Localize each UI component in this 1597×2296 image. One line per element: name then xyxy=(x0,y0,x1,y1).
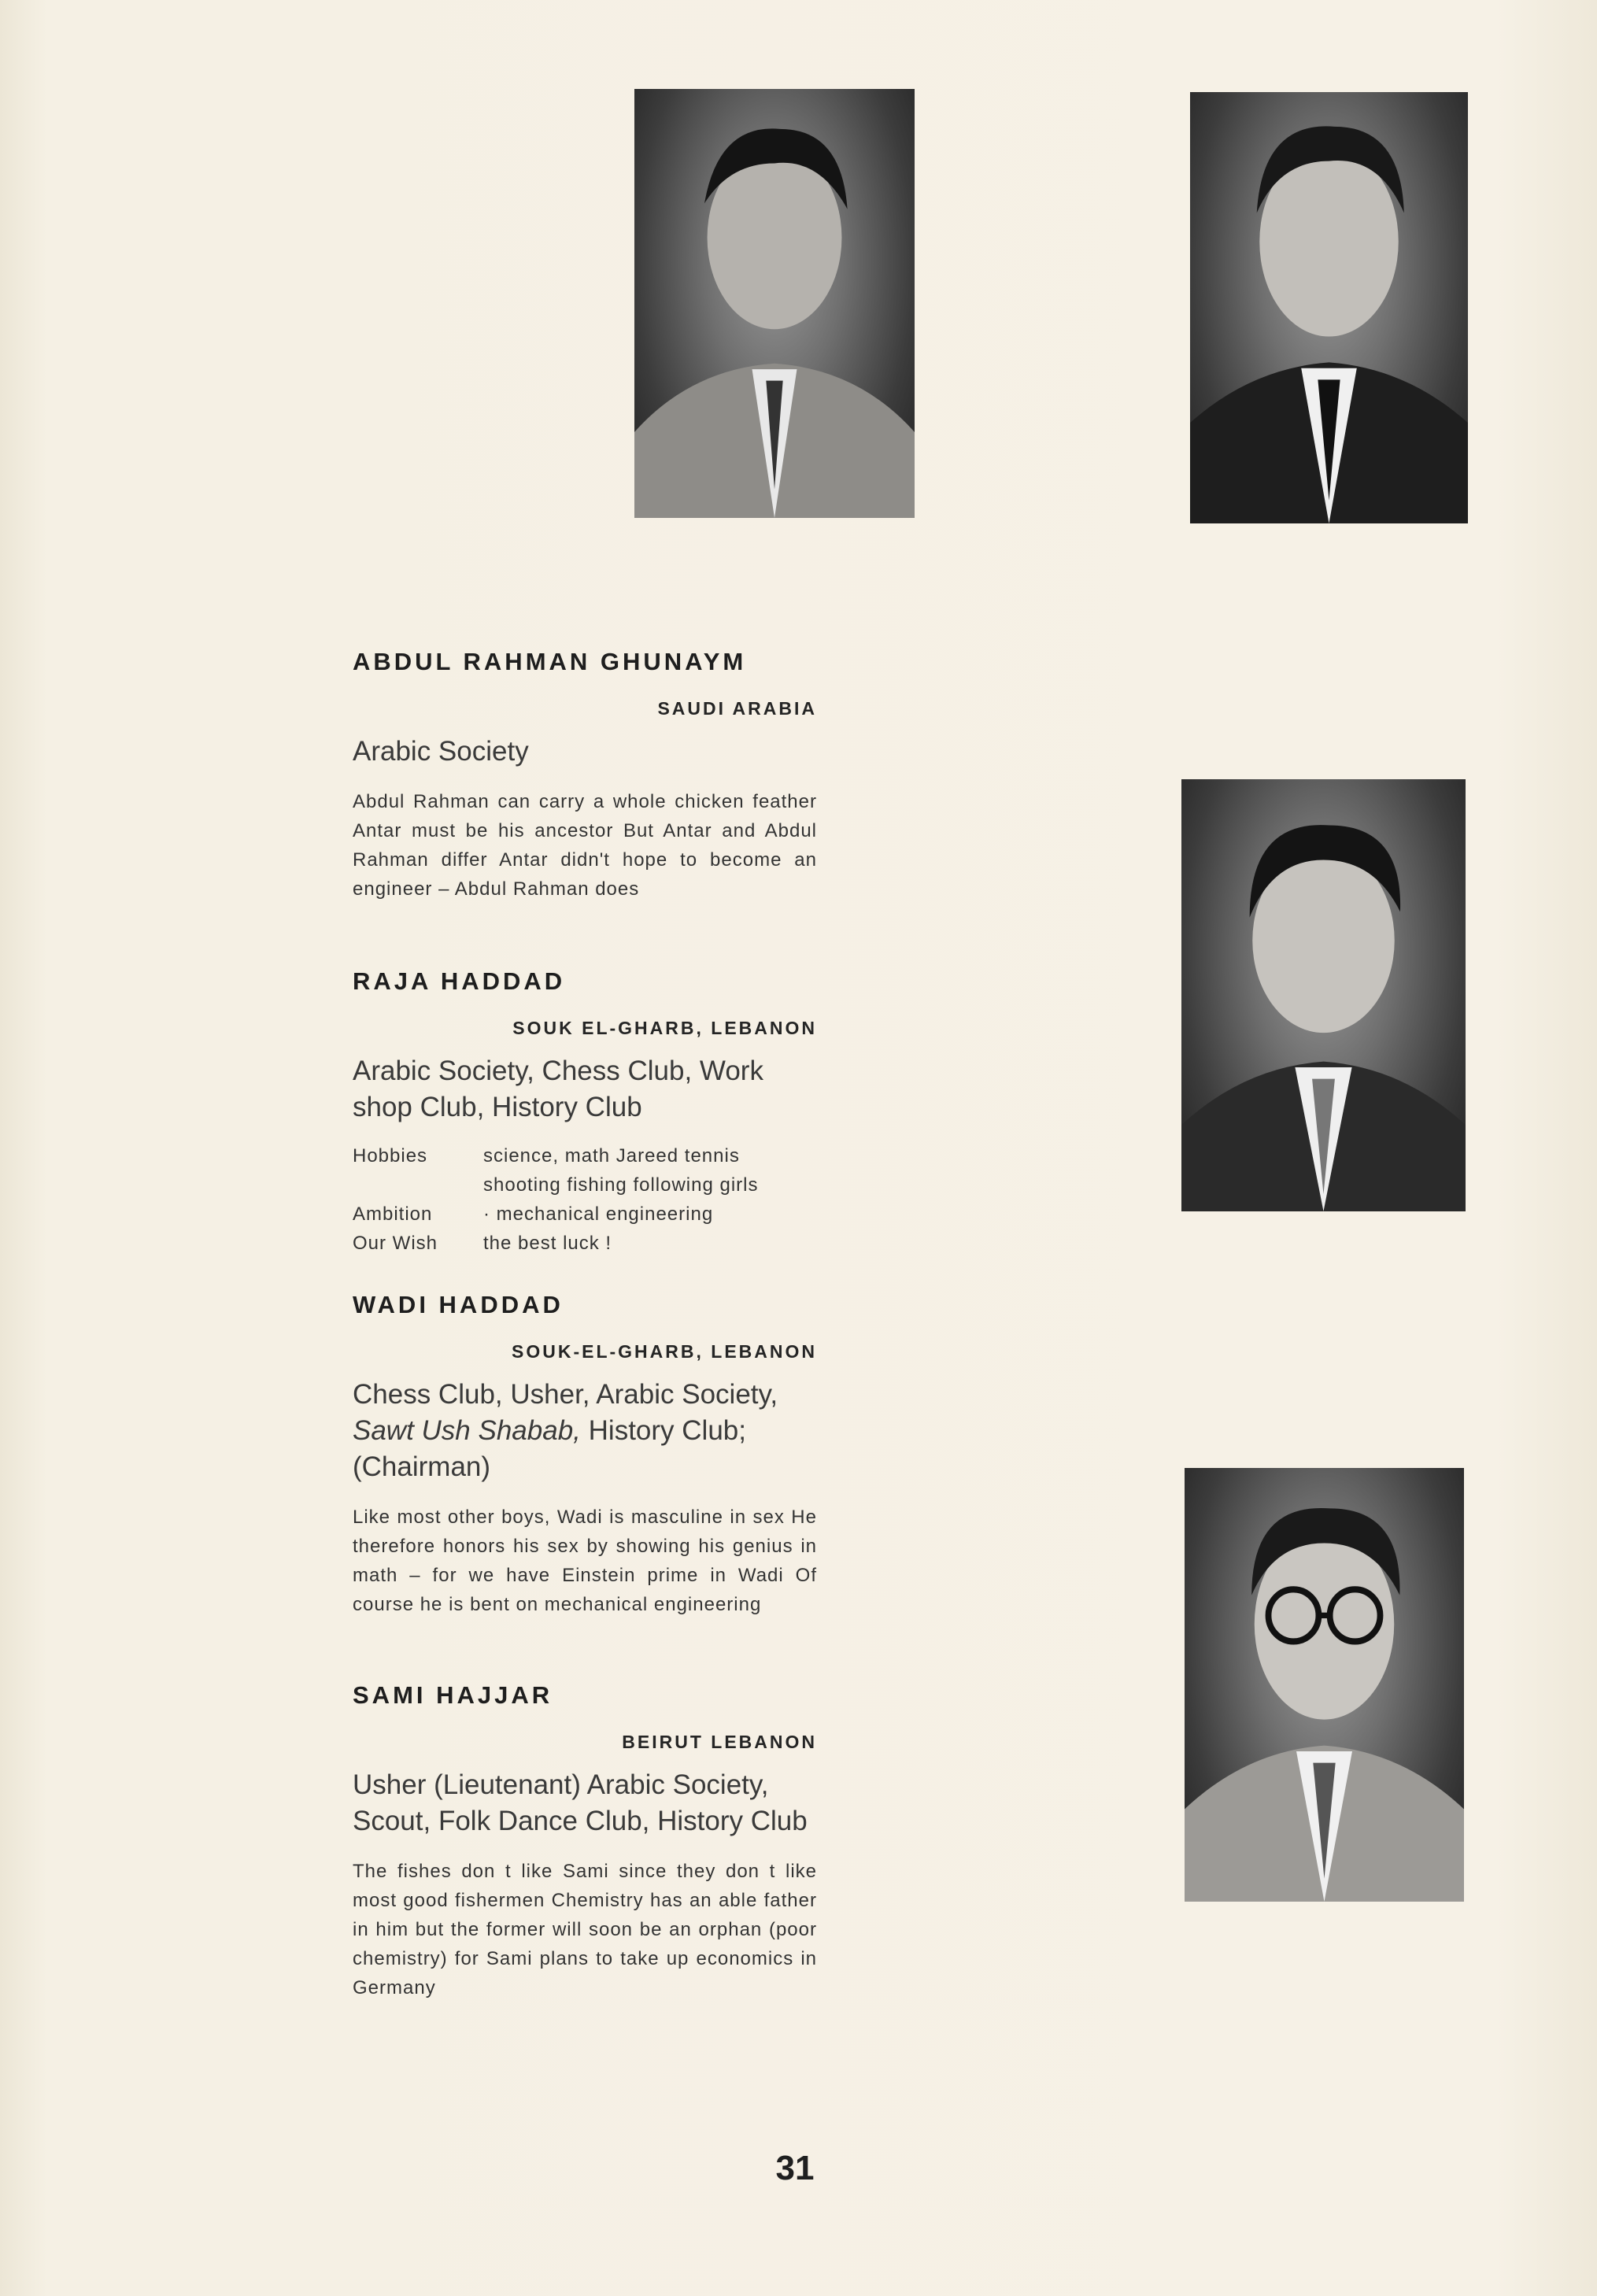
student-hometown: SAUDI ARABIA xyxy=(657,698,817,719)
activities-part-a: Chess Club, Usher, Arabic Society, xyxy=(353,1379,778,1410)
student-activities: Arabic Society xyxy=(353,736,529,767)
detail-row-wish xyxy=(353,1229,817,1258)
student-activities: Usher (Lieutenant) Arabic Society, Scout, Folk Dance Club, History Club xyxy=(353,1769,808,1836)
entry-raja-haddad xyxy=(353,967,817,1258)
entry-wadi-haddad xyxy=(353,1291,817,1619)
student-name: WADI HADDAD xyxy=(353,1291,564,1318)
detail-value: · mechanical engineering xyxy=(483,1203,714,1225)
detail-value: science, math Jareed tennis shooting fishing following girls xyxy=(483,1145,759,1196)
student-blurb: Like most other boys, Wadi is masculine in sex He therefore honors his sex by showing his genius in math – for we have Einstein prime in Wadi Of course he is bent on mechanical engineering xyxy=(353,1507,817,1615)
detail-label: Our Wish xyxy=(353,1233,438,1254)
portrait-wadi-haddad xyxy=(1181,779,1466,1211)
detail-label: Hobbies xyxy=(353,1145,428,1166)
detail-value: the best luck ! xyxy=(483,1233,612,1254)
student-blurb: The fishes don t like Sami since they don t like most good fishermen Chemistry has an able father in him but the former will soon be an orphan (poor chemistry) for Sami plans to take up economics in Germany xyxy=(353,1861,817,1998)
student-name: RAJA HADDAD xyxy=(353,967,566,995)
student-activities xyxy=(353,1377,817,1485)
entry-abdul-rahman-ghunaym xyxy=(353,648,817,904)
activities-part-b: History Club; (Chairman) xyxy=(353,1415,746,1482)
student-details xyxy=(353,1141,817,1258)
student-name: ABDUL RAHMAN GHUNAYM xyxy=(353,648,747,675)
portrait-sami-hajjar xyxy=(1185,1468,1464,1902)
detail-label: Ambition xyxy=(353,1203,433,1225)
page-number: 31 xyxy=(775,2149,815,2187)
student-name: SAMI HAJJAR xyxy=(353,1681,553,1709)
student-hometown: BEIRUT LEBANON xyxy=(622,1732,817,1752)
detail-row-ambition xyxy=(353,1200,817,1229)
entry-sami-hajjar xyxy=(353,1681,817,2002)
detail-row-hobbies xyxy=(353,1141,817,1200)
activities-italic-part: Sawt Ush Shabab, xyxy=(353,1415,581,1446)
portrait-abdul-rahman-ghunaym xyxy=(634,89,915,518)
student-blurb: Abdul Rahman can carry a whole chicken feather Antar must be his ancestor But Antar and Abdul Rahman differ Antar didn't hope to become an engineer – Abdul Rahman does xyxy=(353,791,817,900)
student-hometown: SOUK EL-GHARB, LEBANON xyxy=(512,1018,817,1038)
student-hometown: SOUK-EL-GHARB, LEBANON xyxy=(512,1341,817,1362)
student-activities: Arabic Society, Chess Club, Work shop Club, History Club xyxy=(353,1056,763,1122)
portrait-raja-haddad xyxy=(1190,92,1468,523)
